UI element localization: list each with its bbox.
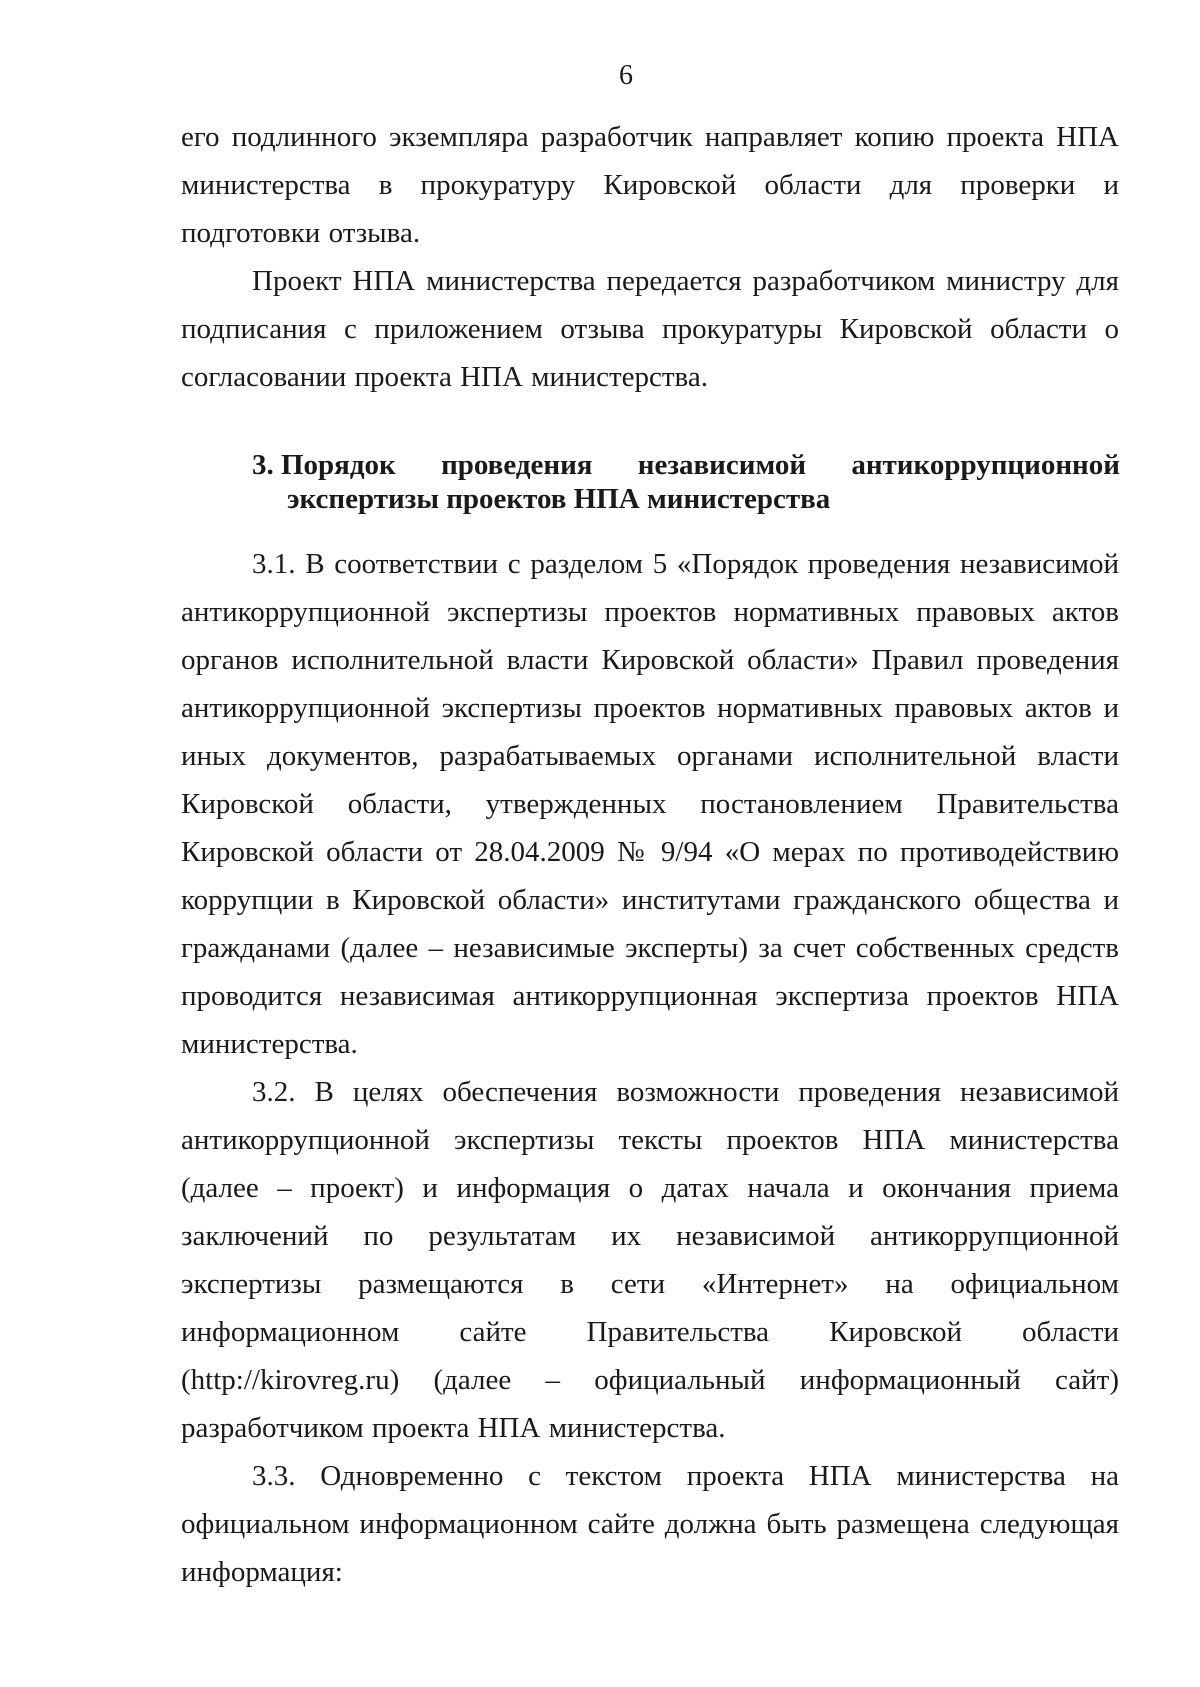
- heading-word: Порядок: [281, 449, 396, 481]
- section-text-block: [181, 540, 1119, 1596]
- paragraph-continuation: его подлинного экземпляра разработчик направляет копию проекта НПА министерства в прокуратуру Кировской области для проверки и подготовки отзыва.: [181, 121, 1119, 249]
- paragraph-3-3: 3.3. Одновременно с текстом проекта НПА министерства на официальном информационном сайте должна быть размещена следующая информация:: [181, 1460, 1119, 1588]
- paragraph-project-transfer: Проект НПА министерства передается разработчиком министру для подписания с приложением отзыва прокуратуры Кировской области о согласовании проекта НПА министерства.: [181, 265, 1119, 393]
- section-heading-line1: [252, 448, 1120, 482]
- page-number: 6: [619, 60, 633, 91]
- section-heading: [252, 448, 1120, 516]
- paragraph-3-2: 3.2. В целях обеспечения возможности проведения независимой антикоррупционной экспертизы тексты проектов НПА министерства (далее – проект) и информация о датах начала и окончания приема заключений по результатам их независимой антикоррупционной экспертизы размещаются в сети «Интернет» на официальном информационном сайте Правительства Кировской области (http://kirovreg.ru) (далее – официальный информационный сайт) разработчиком проекта НПА министерства.: [181, 1076, 1119, 1444]
- heading-word: антикоррупционной: [851, 449, 1120, 481]
- section-number: 3.: [252, 449, 274, 481]
- section-heading-line2: экспертизы проектов НПА министерства: [287, 483, 831, 515]
- heading-word: проведения: [441, 449, 593, 481]
- paragraph-3-1: 3.1. В соответствии с разделом 5 «Порядок проведения независимой антикоррупционной экспертизы проектов нормативных правовых актов органов исполнительной власти Кировской области» Правил проведения антикоррупционной экспертизы проектов нормативных правовых актов и иных документов, разрабатываемых органами исполнительной власти Кировской области, утвержденных постановлением Правительства Кировской области от 28.04.2009 № 9/94 «О мерах по противодействию коррупции в Кировской области» институтами гражданского общества и гражданами (далее – независимые эксперты) за счет собственных средств проводится независимая антикоррупционная экспертиза проектов НПА министерства.: [181, 548, 1119, 1060]
- heading-word: независимой: [637, 449, 807, 481]
- intro-text-block: [181, 113, 1119, 401]
